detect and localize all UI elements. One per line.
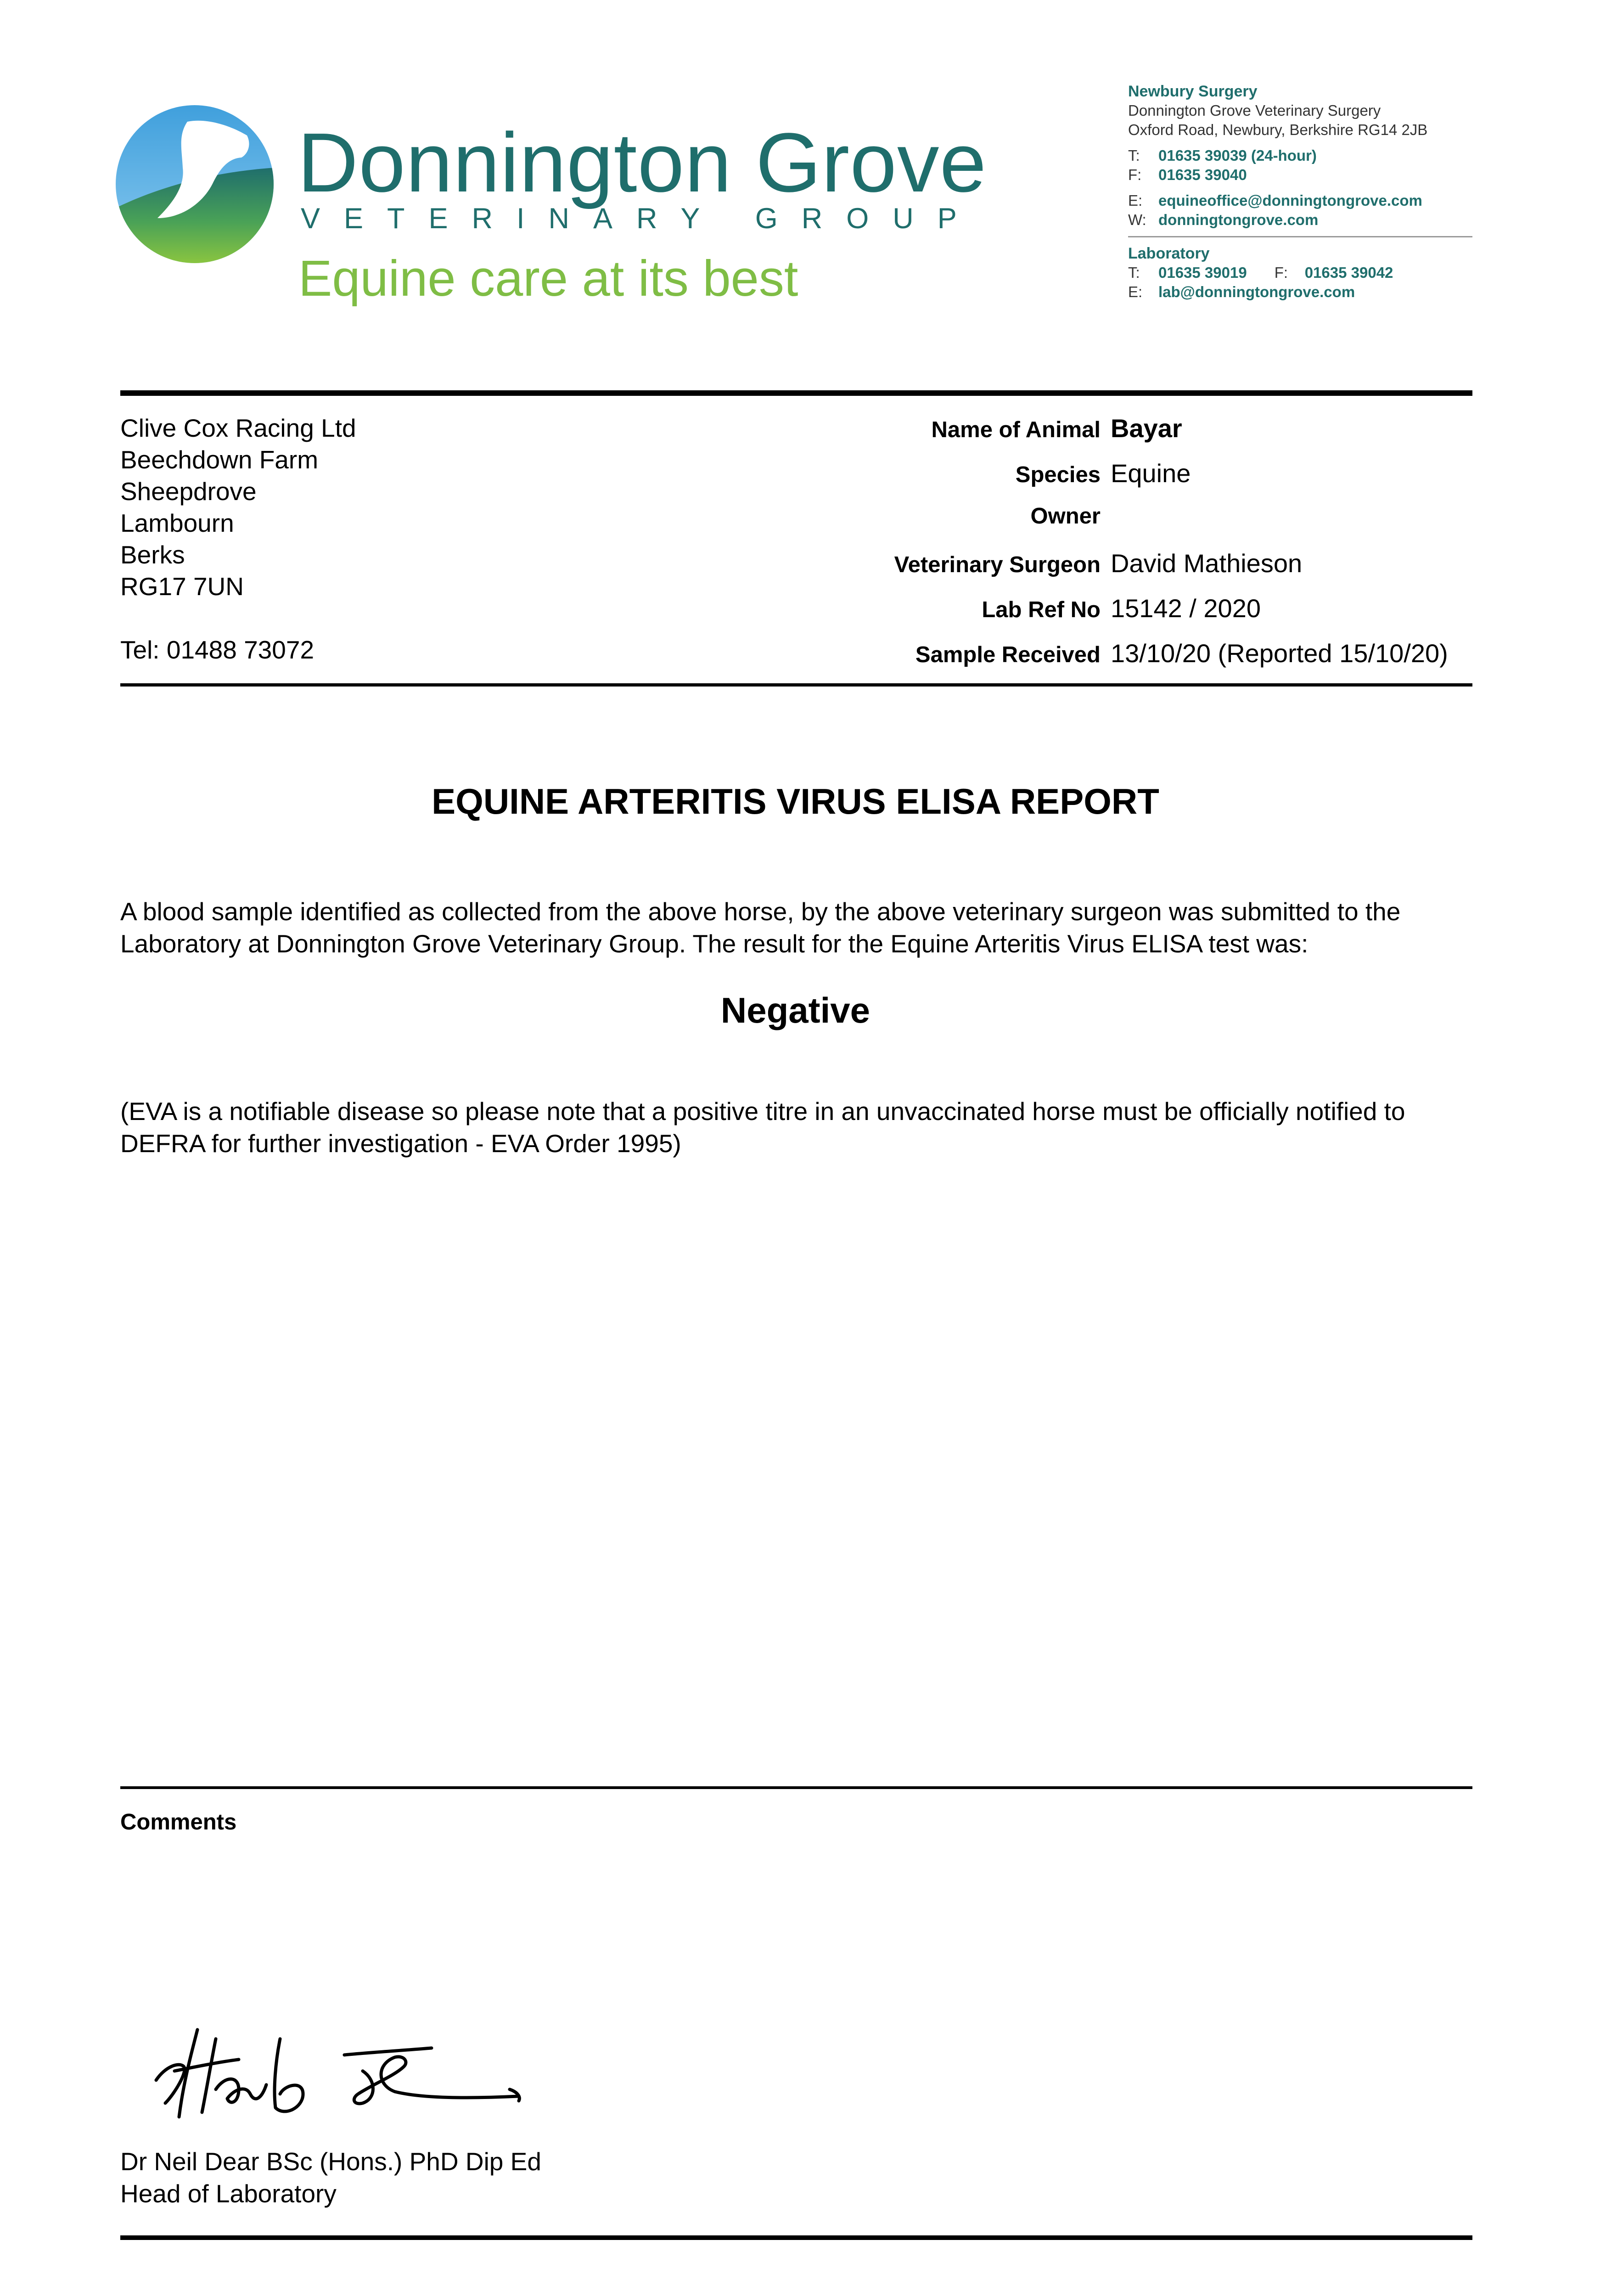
surgery-fax-label: F: — [1128, 166, 1142, 183]
sample-received-label: Sample Received — [915, 642, 1101, 667]
lab-tel: 01635 39019 — [1158, 264, 1247, 281]
client-line: Beechdown Farm — [120, 445, 319, 474]
surgery-heading: Newbury Surgery — [1128, 83, 1258, 100]
report-note: (EVA is a notifiable disease so please note that a positive titre in an unvaccinated horse must be officially notified to DEFRA for further investigation - EVA Order 1995) — [120, 1097, 1405, 1158]
signatory-role: Head of Laboratory — [120, 2179, 337, 2208]
lab-tel-label: T: — [1128, 264, 1140, 281]
lab-email-link[interactable]: lab@donningtongrove.com — [1158, 283, 1355, 300]
surgery-fax: 01635 39040 — [1158, 166, 1247, 183]
species-label: Species — [1015, 462, 1101, 487]
surgery-address-line2: Oxford Road, Newbury, Berkshire RG14 2JB — [1128, 121, 1428, 138]
clinic-logo-icon — [114, 103, 275, 265]
patient-details — [817, 413, 1448, 683]
brand-subtitle: VETERINARY GROUP — [301, 203, 981, 235]
client-line: Berks — [120, 540, 185, 569]
species-value: Equine — [1111, 459, 1191, 488]
lab-ref-label: Lab Ref No — [982, 597, 1101, 622]
signatory-name: Dr Neil Dear BSc (Hons.) PhD Dip Ed — [120, 2147, 541, 2176]
client-line: Sheepdrove — [120, 477, 257, 506]
lab-fax: 01635 39042 — [1304, 264, 1393, 281]
surgery-web-link[interactable]: donningtongrove.com — [1158, 211, 1319, 228]
report-intro: A blood sample identified as collected from the above horse, by the above veterinary surgeon was submitted to the Laboratory at Donnington Grove Veterinary Group. The result for the Equine Arteritis Virus ELISA test was: — [120, 897, 1401, 958]
client-line: Clive Cox Racing Ltd — [120, 414, 356, 442]
client-line: RG17 7UN — [120, 572, 244, 601]
owner-label: Owner — [1030, 504, 1101, 529]
details-rule — [120, 683, 1472, 687]
laboratory-heading: Laboratory — [1128, 245, 1210, 262]
client-address — [120, 412, 356, 666]
signatory-block — [120, 2145, 541, 2210]
surgery-email-link[interactable]: equineoffice@donningtongrove.com — [1158, 192, 1422, 209]
sample-received-value: 13/10/20 (Reported 15/10/20) — [1111, 639, 1448, 668]
brand-name: Donnington Grove — [298, 115, 987, 209]
client-tel: Tel: 01488 73072 — [120, 636, 314, 664]
signature-icon — [147, 2011, 528, 2126]
animal-name: Bayar — [1111, 414, 1182, 443]
lab-fax-label: F: — [1274, 264, 1288, 281]
surgery-address-line1: Donnington Grove Veterinary Surgery — [1128, 102, 1381, 119]
vet-value: David Mathieson — [1111, 549, 1303, 578]
surgery-tel: 01635 39039 (24-hour) — [1158, 147, 1317, 164]
lab-email-label: E: — [1128, 283, 1143, 300]
contact-block — [1128, 82, 1472, 302]
comments-label: Comments — [120, 1810, 237, 1835]
client-line: Lambourn — [120, 509, 234, 537]
comments-rule — [120, 1786, 1472, 1789]
contact-divider — [1128, 236, 1472, 237]
header-rule — [120, 390, 1472, 396]
report-title: EQUINE ARTERITIS VIRUS ELISA REPORT — [432, 781, 1159, 822]
footer-rule — [120, 2235, 1472, 2240]
surgery-tel-label: T: — [1128, 147, 1140, 164]
test-result: Negative — [720, 990, 870, 1030]
animal-label: Name of Animal — [931, 417, 1101, 442]
brand-tagline: Equine care at its best — [298, 250, 798, 307]
vet-label: Veterinary Surgeon — [894, 552, 1101, 577]
surgery-email-label: E: — [1128, 192, 1143, 209]
lab-ref-value: 15142 / 2020 — [1111, 594, 1261, 623]
surgery-web-label: W: — [1128, 211, 1146, 228]
